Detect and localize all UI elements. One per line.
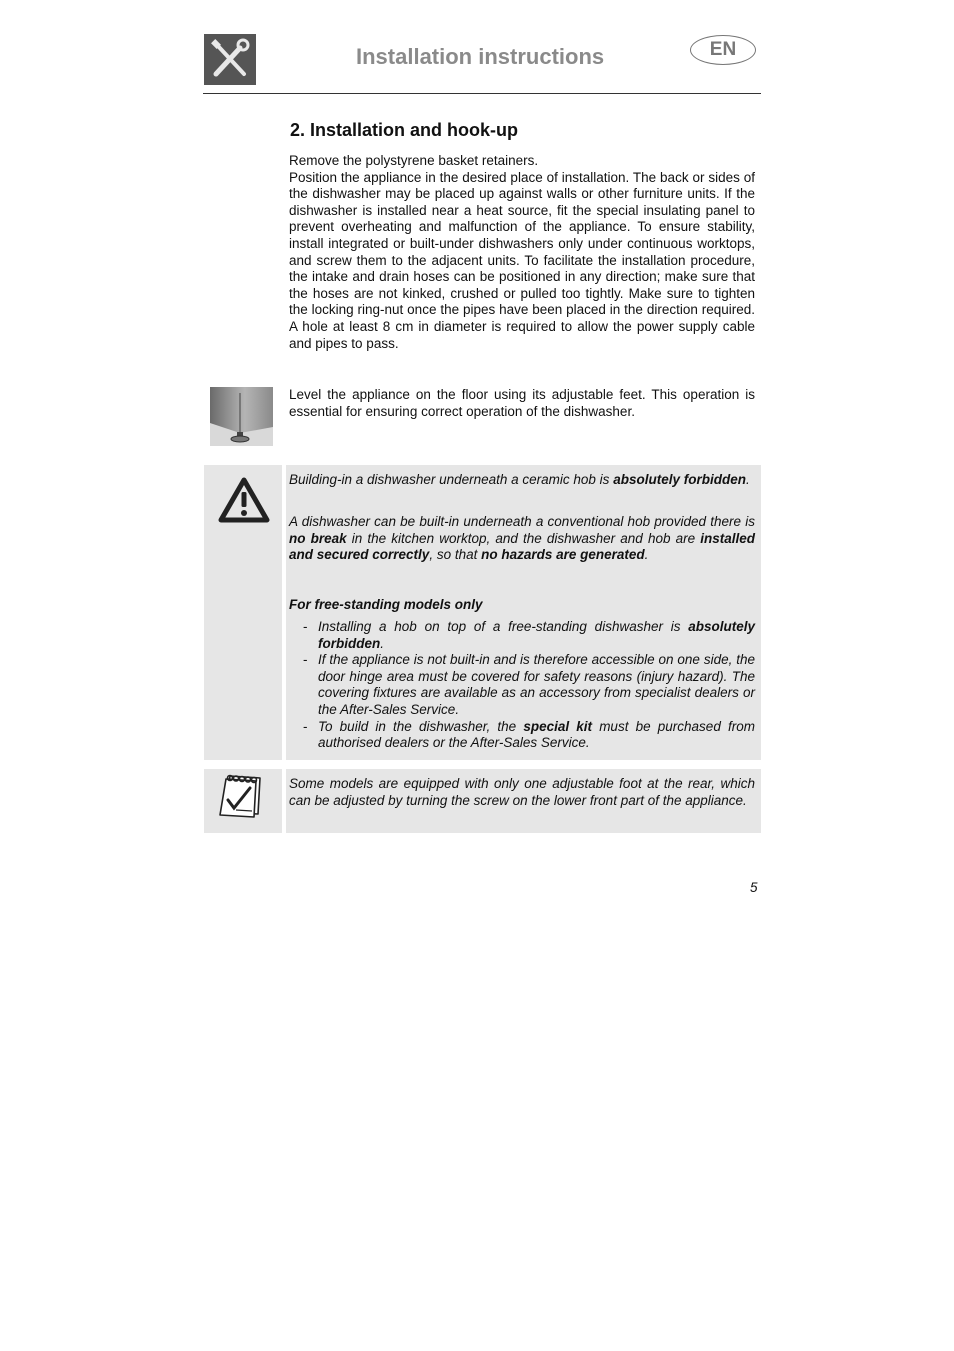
notepad-check-icon (216, 770, 268, 827)
warning-triangle-icon (218, 476, 270, 529)
warning-p1-end: . (745, 472, 750, 487)
warning-paragraph-1 (289, 472, 755, 489)
note-paragraph: Some models are equipped with only one adjustable foot at the rear, which can be adjusted by turning the screw on the lower front part of the appliance. (289, 776, 755, 808)
intro-paragraph: Position the appliance in the desired place of installation. The back or sides of the dishwasher may be placed up against walls or other furniture units. If the dishwasher is installed near a heat source, fit the special insulating panel to prevent overheating and malfunction of the appliance. To ensure stability, install integrated or built-under dishwashers only under continuous worktops, and screw them to the adjacent units. To facilitate the installation procedure, the intake and drain hoses can be positioned in any direction; make sure that the hoses are not kinked, crushed or pulled too tightly. Make sure to tighten the locking ring-nut once the pipes have been placed in the direction required. A hole at least 8 cm in diameter is required to allow the power supply cable and pipes to pass. (289, 169, 755, 351)
bullet3-end: must be purchased from authorised dealers or the After-Sales Service. (318, 718, 755, 751)
intro-line: Remove the polystyrene basket retainers. (289, 153, 539, 168)
warning-p2-emphasis-b: installed and secured correctly (289, 530, 755, 563)
language-badge: EN (690, 35, 756, 65)
tools-icon (204, 34, 256, 85)
page-number: 5 (750, 880, 758, 895)
warning-p1-emphasis: absolutely forbidden (613, 472, 746, 487)
bullet1-emphasis: absolutely forbidden (318, 619, 755, 651)
warning-p2-text-b: in the kitchen worktop, and the dishwasher and hob are (346, 530, 701, 546)
warning-subheading: For free-standing models only (289, 597, 483, 612)
warning-p2-text-a: A dishwasher can be built-in underneath a conventional hob provided there is (289, 514, 755, 529)
level-paragraph: Level the appliance on the floor using its adjustable feet. This operation is essential for ensuring correct operation of the dishwasher. (289, 387, 755, 419)
bullet-dash: - (303, 652, 308, 668)
warning-p2-emphasis-a: no break (289, 530, 347, 546)
list-item (300, 719, 755, 752)
warning-p2-text-c: , so that (429, 547, 482, 563)
bullet-dash: - (303, 619, 308, 634)
intro-text-block (289, 153, 755, 352)
warning-bullet-list (300, 619, 755, 752)
warning-paragraph-2 (289, 514, 755, 564)
bullet1-end: . (380, 635, 385, 651)
bullet3-emphasis: special kit (523, 718, 593, 734)
warning-p1-text: Building-in a dishwasher underneath a ceramic hob is (289, 472, 614, 487)
bullet1-text: Installing a hob on top of a free-standing dishwasher is (318, 619, 689, 634)
header-divider (203, 93, 761, 94)
adjustable-foot-illustration (210, 387, 273, 446)
section-title: 2. Installation and hook-up (290, 120, 519, 140)
page-header-title: Installation instructions (356, 44, 605, 69)
list-item (300, 652, 755, 718)
bullet2-text: If the appliance is not built-in and is therefore accessible on one side, the door hinge area must be covered for safety reasons (injury hazard). The covering fixtures are available as an accessory from specialist dealers or the After-Sales Service. (318, 652, 755, 717)
bullet3-text: To build in the dishwasher, the (318, 718, 524, 734)
bullet-dash: - (303, 718, 308, 734)
warning-p2-emphasis-c: no hazards are generated (481, 547, 645, 563)
list-item (300, 619, 755, 652)
warning-p2-end: . (644, 547, 649, 563)
